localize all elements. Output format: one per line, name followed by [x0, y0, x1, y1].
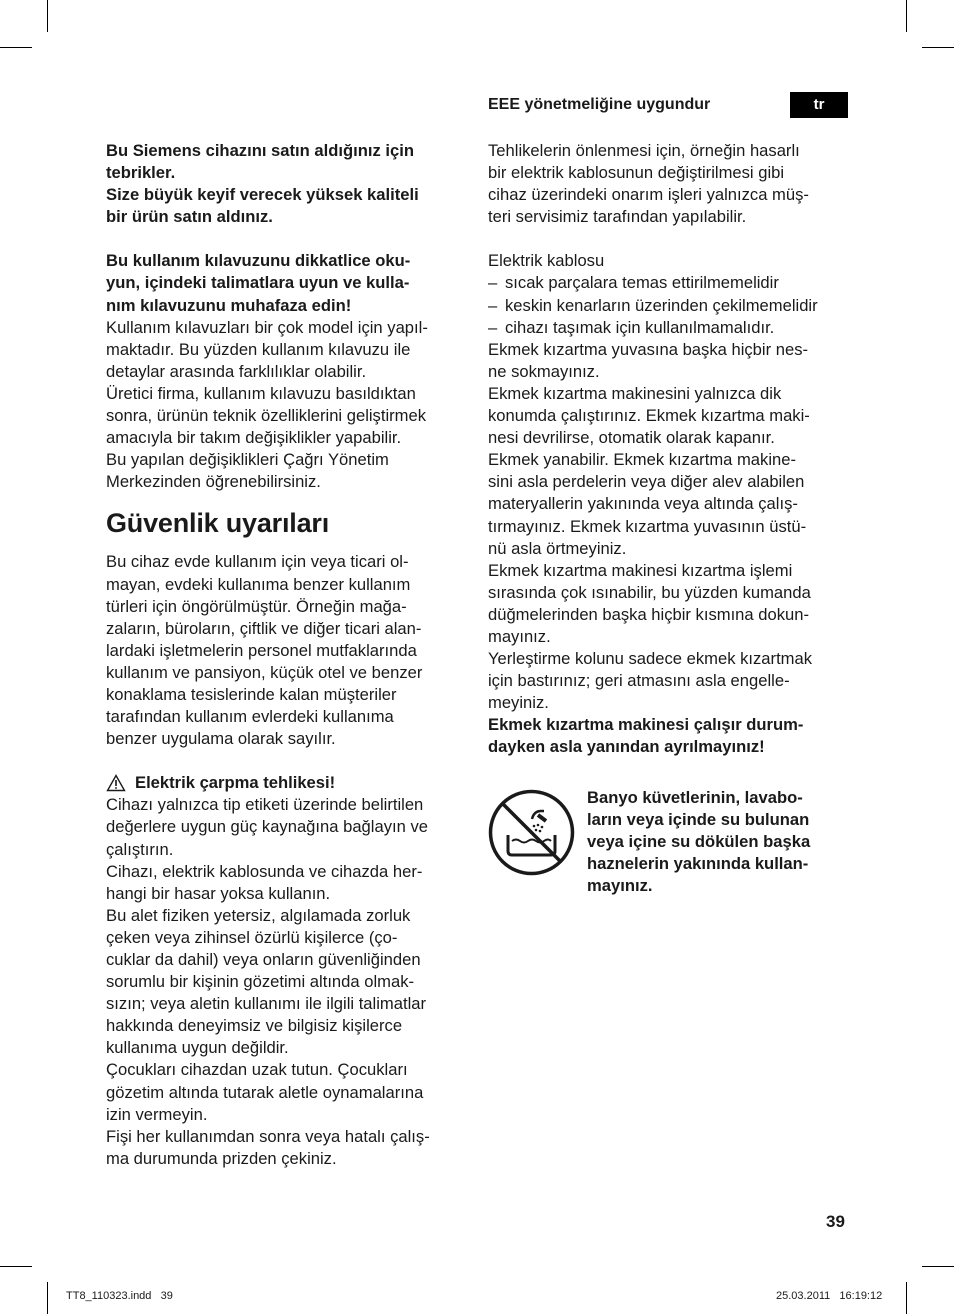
warning-title: Elektrik çarpma tehlikesi!	[135, 773, 336, 793]
header-title: EEE yönetmeliğine uygundur	[488, 96, 711, 113]
crop-mark	[906, 1282, 907, 1314]
section-title: Güvenlik uyarıları	[106, 508, 329, 539]
footer-file: TT8_110323.indd 39	[66, 1290, 173, 1302]
page-number: 39	[826, 1212, 845, 1231]
crop-mark	[922, 47, 954, 48]
right-column	[488, 140, 850, 897]
cable-list	[488, 272, 850, 338]
footer-timestamp: 25.03.2011 16:19:12	[776, 1290, 883, 1302]
unattended-warning: Ekmek kızartma makinesi çalışır durum- dayken asla yanından ayrılmayınız!	[488, 715, 804, 757]
left-column	[106, 140, 468, 1170]
list-item: – keskin kenarların üzerinden çekilmemelidir	[488, 295, 818, 315]
warning-text: Cihazı yalnızca tip etiketi üzerinde belirtilen değerlere uygun güç kaynağına bağlayın ve çalıştırın. Cihazı, elektrik kablosunda ve cihazda her- hangi bir hasar yoksa kullanın. Bu alet fiziken yetersiz, algılamada zorluk çeken veya zihinsel özürlü kişilerce (ço- cuklar da dahil) veya onların güvenliğinden sorumlu bir kişinin gözetimi altında olmak- sızın; veya aletin kullanımı ile ilgili talimatlar hakkında deneyimsiz ve bilgisiz kişilerce kullanıma uygun değildir. Çocukları cihazdan uzak tutun. Çocukları gözetim altında tutarak aletle oynamalarına izin vermeyin. Fişi her kullanımdan sonra veya hatalı çalış- ma durumunda prizden çekiniz.	[106, 795, 430, 1168]
toaster-text: Ekmek kızartma yuvasına başka hiçbir nes- ne sokmayınız. Ekmek kızartma makinesini yalnızca dik konumda çalıştırınız. Ekmek kızartma maki- nesi devrilirse, otomatik olarak kapanır. Ekmek yanabilir. Ekmek kızartma makine- sini asla perdelerin veya diğer alev alabilen materyallerin yakınında veya altında çalış- tırmayınız. Ekmek kızartma yuvasının üstü- nü asla örtmeyiniz. Ekmek kızartma makinesi kızartma işlemi sırasında çok ısınabilir, bu yüzden kumanda düğmelerinden başka hiçbir kısmına dokun- mayınız. Yerleştirme kolunu sadece ekmek kızartmak için bastırınız; geri atmasını asla engelle- meyiniz.	[488, 339, 813, 713]
manual-bold: Bu kullanım kılavuzunu dikkatlice oku- yun, içindeki talimatlara uyun ve kulla- nım kılavuzunu muhafaza edin!	[106, 251, 411, 315]
warning-heading	[106, 772, 468, 794]
manual-text: Kullanım kılavuzları bir çok model için yapıl- maktadır. Bu yüzden kullanım kılavuzu ile detaylar arasında farklılıklar olabilir. Üretici firma, kullanım kılavuzu basıldıktan sonra, ürünün teknik özelliklerini geliştirmek amacıyla bir takım değişiklikler yapabilir. Bu yapılan değişiklikleri Çağrı Yönetim Merkezinden öğrenebilirsiniz.	[106, 317, 428, 492]
cable-title: Elektrik kablosu	[488, 251, 605, 271]
repair-text: Tehlikelerin önlenmesi için, örneğin hasarlı bir elektrik kablosunun değiştirilmesi gibi cihaz üzerindeki onarım işleri yalnızca müş- teri servisimiz tarafından yapılabilir.	[488, 141, 809, 227]
list-item: – cihazı taşımak için kullanılmamalıdır.	[488, 317, 775, 337]
bath-warning-text: Banyo küvetlerinin, lavabo- ların veya içinde su bulunan veya içine su dökülen başka haznelerin yakınında kullan- mayınız.	[587, 787, 811, 895]
list-item: – sıcak parçalara temas ettirilmemelidir	[488, 273, 779, 293]
warning-triangle-icon	[106, 774, 126, 792]
usage-text: Bu cihaz evde kullanım için veya ticari ol- mayan, evdeki kullanıma benzer kullanım türleri için öngörülmüştür. Örneğin mağa- zaların, büroların, çiftlik ve diğer ticari alan- lardaki işletmelerin personel mutfaklarında kullanım ve pansiyon, küçük otel ve benzer konaklama tesislerinde kalan müşteriler tarafından kullanım evlerdeki kullanıma benzer uygulama olarak sayılır.	[106, 552, 423, 749]
crop-mark	[47, 1282, 48, 1314]
crop-mark	[922, 1266, 954, 1267]
crop-mark	[906, 0, 907, 32]
crop-mark	[0, 47, 32, 48]
crop-mark	[0, 1266, 32, 1267]
no-water-icon	[488, 789, 575, 876]
bath-warning	[488, 787, 850, 897]
language-tab: tr	[790, 92, 848, 118]
intro-bold: Bu Siemens cihazını satın aldığınız için tebrikler. Size büyük keyif verecek yüksek kaliteli bir ürün satın aldınız.	[106, 141, 419, 227]
crop-mark	[47, 0, 48, 32]
